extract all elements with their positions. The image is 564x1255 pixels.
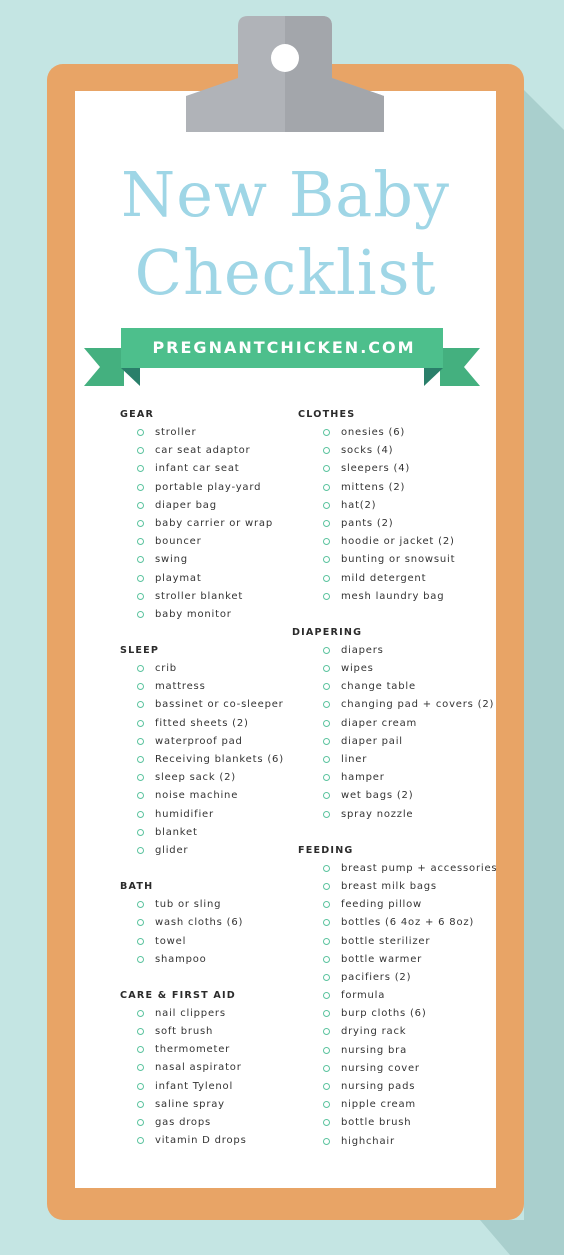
section-title-clothes: CLOTHES xyxy=(298,409,356,420)
gear-item-label: diaper bag xyxy=(155,499,217,511)
checkbox-circle-icon[interactable] xyxy=(323,647,330,654)
sleep-item-label: waterproof pad xyxy=(155,735,243,747)
clothes-item xyxy=(323,533,488,551)
feeding-item-label: bottle warmer xyxy=(341,953,423,965)
sleep-item-label: bassinet or co-sleeper xyxy=(155,699,284,711)
bath-item-label: tub or sling xyxy=(155,899,222,911)
checkbox-circle-icon[interactable] xyxy=(137,956,144,963)
section-title-diapering: DIAPERING xyxy=(292,626,363,638)
clothes-item xyxy=(323,515,488,533)
gear-item-label: portable play-yard xyxy=(155,481,262,493)
checkbox-circle-icon[interactable] xyxy=(323,956,330,963)
section-clothes xyxy=(298,406,488,606)
care-item-label: infant Tylenol xyxy=(155,1080,234,1092)
clothes-item xyxy=(323,497,488,515)
right-column xyxy=(292,406,498,1151)
checkbox-circle-icon[interactable] xyxy=(323,1138,330,1145)
clothes-item-label: mesh laundry bag xyxy=(341,590,445,602)
diapering-item-label: change table xyxy=(341,681,416,693)
feeding-item-label: drying rack xyxy=(341,1026,407,1038)
clothes-item-label: mittens (2) xyxy=(341,481,406,493)
clothes-item-label: sleepers (4) xyxy=(341,463,411,475)
banner-website-text: PREGNANTCHICKEN.COM xyxy=(152,338,416,357)
feeding-list xyxy=(298,860,498,1151)
checkbox-circle-icon[interactable] xyxy=(323,683,330,690)
checkbox-circle-icon[interactable] xyxy=(137,1101,144,1108)
sleep-item xyxy=(137,660,290,678)
sleep-item xyxy=(137,842,290,860)
feeding-item-label: formula xyxy=(341,990,386,1002)
care-item-label: soft brush xyxy=(155,1026,214,1038)
feeding-item xyxy=(323,1005,488,1023)
checkbox-circle-icon[interactable] xyxy=(137,683,144,690)
feeding-item xyxy=(323,1078,488,1096)
sleep-list xyxy=(120,660,290,860)
sleep-item-label: Receiving blankets (6) xyxy=(155,754,284,765)
checkbox-circle-icon[interactable] xyxy=(137,665,144,672)
checkbox-circle-icon[interactable] xyxy=(323,901,330,908)
gear-item-label: bouncer xyxy=(155,536,202,548)
diapering-item-label: liner xyxy=(341,754,368,765)
checkbox-circle-icon[interactable] xyxy=(323,429,330,436)
diapering-list xyxy=(298,642,495,824)
bath-list xyxy=(120,896,290,969)
checkbox-circle-icon[interactable] xyxy=(323,665,330,672)
diapering-item xyxy=(323,660,488,678)
feeding-item xyxy=(323,914,488,932)
clothes-item xyxy=(323,570,488,588)
checkbox-circle-icon[interactable] xyxy=(323,1047,330,1054)
diapering-item-label: diapers xyxy=(341,644,384,656)
gear-item xyxy=(137,533,290,551)
diapering-item-label: diaper pail xyxy=(341,735,403,747)
feeding-item xyxy=(323,1060,488,1078)
checkbox-circle-icon[interactable] xyxy=(323,575,330,582)
checkbox-circle-icon[interactable] xyxy=(137,575,144,582)
checkbox-circle-icon[interactable] xyxy=(137,502,144,509)
gear-item xyxy=(137,570,290,588)
feeding-item-label: feeding pillow xyxy=(341,899,422,911)
checkbox-circle-icon[interactable] xyxy=(323,919,330,926)
clothes-item-label: bunting or snowsuit xyxy=(341,554,456,566)
section-title-care: CARE & FIRST AID xyxy=(120,989,236,1001)
checkbox-circle-icon[interactable] xyxy=(323,811,330,818)
checkbox-circle-icon[interactable] xyxy=(137,847,144,854)
sleep-item-label: glider xyxy=(155,844,189,856)
care-item xyxy=(137,1078,290,1096)
diapering-item xyxy=(323,806,488,824)
clothes-item xyxy=(323,588,488,606)
diapering-item xyxy=(323,642,488,660)
diapering-item xyxy=(323,678,488,696)
section-diapering xyxy=(292,624,495,824)
checkbox-circle-icon[interactable] xyxy=(137,1137,144,1144)
checkbox-circle-icon[interactable] xyxy=(137,919,144,926)
sleep-item-label: mattress xyxy=(155,681,206,693)
checkbox-circle-icon[interactable] xyxy=(323,520,330,527)
section-sleep xyxy=(120,642,290,860)
feeding-item-label: bottles (6 4oz + 6 8oz) xyxy=(341,917,475,929)
gear-item xyxy=(137,460,290,478)
feeding-item xyxy=(323,933,488,951)
gear-item xyxy=(137,606,290,624)
section-title-sleep: SLEEP xyxy=(120,645,160,657)
gear-item xyxy=(137,479,290,497)
feeding-item xyxy=(323,860,498,878)
checkbox-circle-icon[interactable] xyxy=(137,701,144,708)
checkbox-circle-icon[interactable] xyxy=(137,538,144,545)
checkbox-circle-icon[interactable] xyxy=(323,465,330,472)
checkbox-circle-icon[interactable] xyxy=(137,1010,144,1017)
clothes-item-label: onesies (6) xyxy=(341,427,406,438)
gear-item-label: stroller xyxy=(155,427,197,438)
section-gear xyxy=(120,406,290,624)
care-item-label: saline spray xyxy=(155,1098,225,1110)
diapering-item xyxy=(323,751,488,769)
diapering-item-label: spray nozzle xyxy=(341,808,414,820)
feeding-item-label: nursing bra xyxy=(341,1044,408,1056)
care-list xyxy=(120,1005,290,1151)
section-title-gear: GEAR xyxy=(120,409,155,420)
sleep-item xyxy=(137,696,290,714)
checkbox-circle-icon[interactable] xyxy=(323,1083,330,1090)
checkbox-circle-icon[interactable] xyxy=(137,1119,144,1126)
checkbox-circle-icon[interactable] xyxy=(137,938,144,945)
checkbox-circle-icon[interactable] xyxy=(323,1010,330,1017)
gear-item xyxy=(137,515,290,533)
diapering-item-label: diaper cream xyxy=(341,717,418,729)
clothes-item-label: hat(2) xyxy=(341,499,377,511)
diapering-item-label: wipes xyxy=(341,663,374,675)
sleep-item xyxy=(137,715,290,733)
bath-item xyxy=(137,933,290,951)
diapering-item-label: changing pad + covers (2) xyxy=(341,699,495,711)
feeding-item xyxy=(323,896,488,914)
clothes-item xyxy=(323,424,488,442)
checkbox-circle-icon[interactable] xyxy=(323,738,330,745)
clothes-item-label: mild detergent xyxy=(341,572,427,584)
gear-item xyxy=(137,442,290,460)
section-feeding xyxy=(298,842,498,1151)
sleep-item-label: blanket xyxy=(155,826,198,838)
clipboard-clip-icon xyxy=(186,16,384,132)
gear-item xyxy=(137,424,290,442)
clothes-item-label: pants (2) xyxy=(341,517,394,529)
feeding-item-label: breast pump + accessories xyxy=(341,862,498,874)
sleep-item xyxy=(137,787,290,805)
checkbox-circle-icon[interactable] xyxy=(137,465,144,472)
feeding-item xyxy=(323,1133,488,1151)
bath-item-label: towel xyxy=(155,935,187,947)
checkbox-circle-icon[interactable] xyxy=(323,974,330,981)
care-item-label: thermometer xyxy=(155,1044,231,1056)
sleep-item-label: noise machine xyxy=(155,790,239,802)
feeding-item xyxy=(323,1096,488,1114)
clothes-item xyxy=(323,442,488,460)
checkbox-circle-icon[interactable] xyxy=(323,502,330,509)
care-item xyxy=(137,1005,290,1023)
checkbox-circle-icon[interactable] xyxy=(323,1119,330,1126)
feeding-item xyxy=(323,951,488,969)
checkbox-circle-icon[interactable] xyxy=(323,701,330,708)
care-item xyxy=(137,1023,290,1041)
checkbox-circle-icon[interactable] xyxy=(137,611,144,618)
bath-item xyxy=(137,896,290,914)
sleep-item-label: humidifier xyxy=(155,808,214,820)
clothes-list xyxy=(298,424,488,606)
checkbox-circle-icon[interactable] xyxy=(137,593,144,600)
diapering-item xyxy=(323,733,488,751)
checkbox-circle-icon[interactable] xyxy=(137,774,144,781)
feeding-item xyxy=(323,1042,488,1060)
gear-item-label: baby monitor xyxy=(155,608,232,620)
diapering-item xyxy=(323,715,488,733)
feeding-item-label: nursing cover xyxy=(341,1062,420,1074)
checkbox-circle-icon[interactable] xyxy=(137,556,144,563)
gear-item xyxy=(137,497,290,515)
feeding-item-label: nipple cream xyxy=(341,1099,416,1111)
section-care xyxy=(120,987,290,1151)
checkbox-circle-icon[interactable] xyxy=(137,1046,144,1053)
checkbox-circle-icon[interactable] xyxy=(137,756,144,763)
diapering-item xyxy=(323,769,488,787)
checkbox-circle-icon[interactable] xyxy=(323,774,330,781)
sleep-item xyxy=(137,678,290,696)
sleep-item xyxy=(137,769,290,787)
care-item-label: nasal aspirator xyxy=(155,1062,242,1074)
feeding-item xyxy=(323,1114,488,1132)
checkbox-circle-icon[interactable] xyxy=(323,756,330,763)
feeding-item xyxy=(323,1023,488,1041)
checkbox-circle-icon[interactable] xyxy=(137,484,144,491)
checkbox-circle-icon[interactable] xyxy=(137,720,144,727)
checkbox-circle-icon[interactable] xyxy=(323,1101,330,1108)
bath-item xyxy=(137,914,290,932)
clothes-item xyxy=(323,460,488,478)
care-item xyxy=(137,1114,290,1132)
gear-item-label: baby carrier or wrap xyxy=(155,517,273,529)
checkbox-circle-icon[interactable] xyxy=(323,865,330,872)
checkbox-circle-icon[interactable] xyxy=(137,1083,144,1090)
checkbox-circle-icon[interactable] xyxy=(323,792,330,799)
feeding-item-label: burp cloths (6) xyxy=(341,1008,427,1020)
checkbox-circle-icon[interactable] xyxy=(137,447,144,454)
checkbox-circle-icon[interactable] xyxy=(323,447,330,454)
checkbox-circle-icon[interactable] xyxy=(137,429,144,436)
care-item-label: gas drops xyxy=(155,1117,211,1128)
feeding-item-label: nursing pads xyxy=(341,1081,416,1092)
checkbox-circle-icon[interactable] xyxy=(323,556,330,563)
checkbox-circle-icon[interactable] xyxy=(323,992,330,999)
care-item xyxy=(137,1132,290,1150)
diapering-item-label: hamper xyxy=(341,772,385,784)
bath-item-label: wash cloths (6) xyxy=(155,917,244,929)
bath-item xyxy=(137,951,290,969)
sleep-item xyxy=(137,733,290,751)
sleep-item-label: crib xyxy=(155,663,177,675)
title-line-1: New Baby xyxy=(121,158,450,231)
checkbox-circle-icon[interactable] xyxy=(137,738,144,745)
feeding-item-label: pacifiers (2) xyxy=(341,971,412,983)
feeding-item xyxy=(323,878,488,896)
checkbox-circle-icon[interactable] xyxy=(137,1028,144,1035)
sleep-item xyxy=(137,806,290,824)
checkbox-circle-icon[interactable] xyxy=(137,829,144,836)
clothes-item-label: socks (4) xyxy=(341,445,394,457)
diapering-item-label: wet bags (2) xyxy=(341,790,414,802)
gear-item-label: swing xyxy=(155,554,188,566)
feeding-item-label: bottle sterilizer xyxy=(341,935,431,947)
checkbox-circle-icon[interactable] xyxy=(323,484,330,491)
sleep-item-label: fitted sheets (2) xyxy=(155,717,249,729)
feeding-item-label: breast milk bags xyxy=(341,880,437,892)
checkbox-circle-icon[interactable] xyxy=(137,901,144,908)
checkbox-circle-icon[interactable] xyxy=(137,1064,144,1071)
feeding-item-label: bottle brush xyxy=(341,1117,412,1129)
checkbox-circle-icon[interactable] xyxy=(137,520,144,527)
gear-list xyxy=(120,424,290,624)
care-item xyxy=(137,1041,290,1059)
diapering-item xyxy=(323,787,488,805)
clothes-item xyxy=(323,551,488,569)
sleep-item xyxy=(137,824,290,842)
section-bath xyxy=(120,878,290,969)
checkbox-circle-icon[interactable] xyxy=(323,593,330,600)
gear-item xyxy=(137,551,290,569)
bath-item-label: shampoo xyxy=(155,953,207,965)
section-title-bath: BATH xyxy=(120,881,154,893)
feeding-item xyxy=(323,969,488,987)
gear-item xyxy=(137,588,290,606)
checkbox-circle-icon[interactable] xyxy=(323,1028,330,1035)
clothes-item xyxy=(323,479,488,497)
sleep-item-label: sleep sack (2) xyxy=(155,772,236,784)
checkbox-circle-icon[interactable] xyxy=(323,1065,330,1072)
gear-item-label: infant car seat xyxy=(155,463,240,475)
feeding-item xyxy=(323,987,488,1005)
section-title-feeding: FEEDING xyxy=(298,844,354,856)
checkbox-circle-icon[interactable] xyxy=(323,720,330,727)
checkbox-circle-icon[interactable] xyxy=(323,883,330,890)
checkbox-circle-icon[interactable] xyxy=(323,938,330,945)
care-item-label: vitamin D drops xyxy=(155,1135,247,1147)
feeding-item-label: highchair xyxy=(341,1135,395,1147)
left-column xyxy=(120,406,290,1150)
care-item-label: nail clippers xyxy=(155,1007,226,1019)
clothes-item-label: hoodie or jacket (2) xyxy=(341,536,455,548)
gear-item-label: playmat xyxy=(155,572,202,584)
gear-item-label: car seat adaptor xyxy=(155,445,251,457)
care-item xyxy=(137,1059,290,1077)
care-item xyxy=(137,1096,290,1114)
title-line-2: Checklist xyxy=(134,236,437,309)
sleep-item xyxy=(137,751,290,769)
diapering-item xyxy=(323,696,495,714)
checkbox-circle-icon[interactable] xyxy=(137,811,144,818)
checkbox-circle-icon[interactable] xyxy=(323,538,330,545)
gear-item-label: stroller blanket xyxy=(155,590,244,602)
checkbox-circle-icon[interactable] xyxy=(137,792,144,799)
